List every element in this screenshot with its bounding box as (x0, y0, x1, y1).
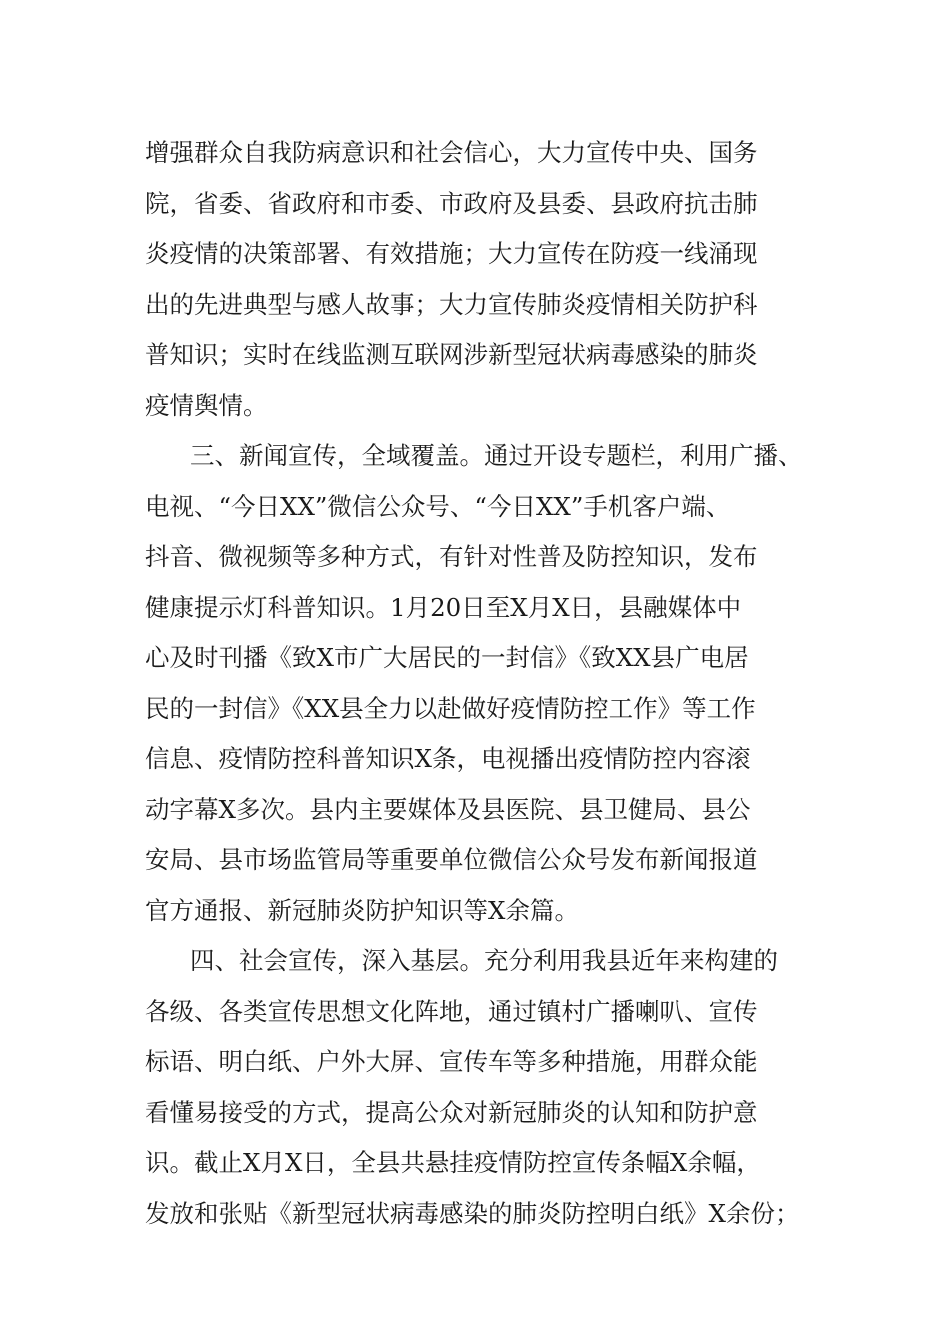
text-line-first-indented: 四、社会宣传，深入基层。充分利用我县近年来构建的 (190, 946, 778, 975)
text-line: 增强群众自我防病意识和社会信心，大力宣传中央、国务 (145, 138, 758, 167)
text-line: 健康提示灯科普知识。1月20日至X月X日，县融媒体中 (145, 592, 742, 622)
text-line: 发放和张贴《新型冠状病毒感染的肺炎防控明白纸》X余份； (145, 1198, 800, 1228)
text-line: 出的先进典型与感人故事；大力宣传肺炎疫情相关防护科 (145, 289, 758, 319)
paragraph-news-publicity (145, 431, 830, 936)
text-line-first-indented: 三、新闻宣传，全域覆盖。通过开设专题栏，利用广播、 (190, 441, 803, 470)
text-line: 院，省委、省政府和市委、市政府及县委、县政府抗击肺 (145, 188, 758, 218)
document-body (145, 128, 830, 1239)
text-line: 官方通报、新冠肺炎防护知识等X余篇。 (145, 895, 579, 925)
text-line: 安局、县市场监管局等重要单位微信公众号发布新闻报道 (145, 845, 758, 874)
paragraph-publicity-content (145, 128, 830, 431)
text-line: 看懂易接受的方式，提高公众对新冠肺炎的认知和防护意 (145, 1097, 758, 1127)
text-line: 普知识；实时在线监测互联网涉新型冠状病毒感染的肺炎 (145, 340, 758, 369)
text-line: 动字幕X多次。县内主要媒体及县医院、县卫健局、县公 (145, 794, 751, 824)
text-line: 信息、疫情防控科普知识X条，电视播出疫情防控内容滚 (145, 744, 751, 773)
text-line: 炎疫情的决策部署、有效措施；大力宣传在防疫一线涌现 (145, 239, 758, 268)
text-line: 抖音、微视频等多种方式，有针对性普及防控知识，发布 (145, 542, 758, 571)
text-line: 心及时刊播《致X市广大居民的一封信》《致XX县广电居 (145, 643, 749, 672)
text-line: 电视、“今日XX”微信公众号、“今日XX”手机客户端、 (145, 491, 731, 521)
text-line: 疫情舆情。 (145, 390, 268, 420)
text-line: 民的一封信》《XX县全力以赴做好疫情防控工作》等工作 (145, 693, 756, 723)
text-line: 识。截止X月X日，全县共悬挂疫情防控宣传条幅X余幅， (145, 1148, 761, 1177)
paragraph-social-publicity (145, 936, 830, 1239)
text-line: 标语、明白纸、户外大屏、宣传车等多种措施，用群众能 (145, 1047, 758, 1076)
text-line: 各级、各类宣传思想文化阵地，通过镇村广播喇叭、宣传 (145, 996, 758, 1026)
